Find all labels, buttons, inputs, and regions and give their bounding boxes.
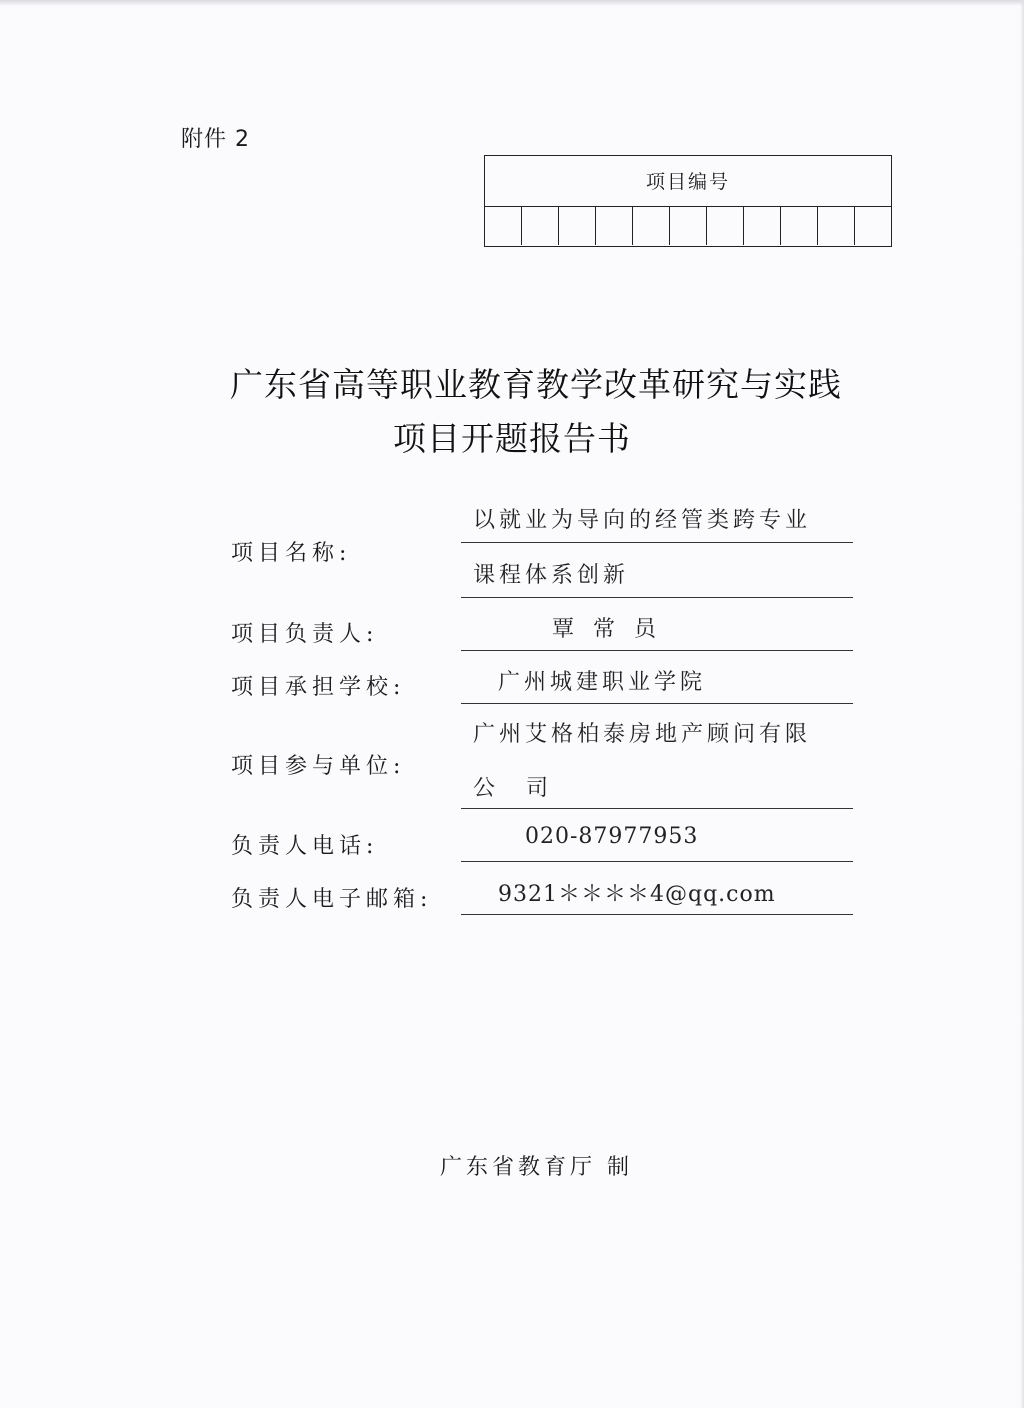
project-code-cell[interactable] <box>855 207 891 245</box>
project-name-label: 项目名称: <box>231 541 352 566</box>
report-title-line1: 广东省高等职业教育教学改革研究与实践 <box>230 365 842 404</box>
phone-label: 负责人电话: <box>231 834 379 859</box>
partner-value-line2: 公 司 <box>473 776 560 801</box>
project-code-cell[interactable] <box>522 207 559 245</box>
leader-rule <box>461 650 853 651</box>
school-label: 项目承担学校: <box>231 675 406 700</box>
project-name-rule-2 <box>461 597 853 598</box>
scan-edge-right <box>1020 0 1024 1408</box>
leader-label: 项目负责人: <box>231 622 379 647</box>
school-value: 广州城建职业学院 <box>498 670 707 695</box>
attachment-label: 附件 2 <box>181 127 250 152</box>
email-label: 负责人电子邮箱: <box>231 887 433 912</box>
project-name-value-line1: 以就业为导向的经管类跨专业 <box>473 508 812 533</box>
scan-edge-top <box>0 0 1024 6</box>
project-code-cell[interactable] <box>485 207 522 245</box>
project-code-cell[interactable] <box>559 207 596 245</box>
project-code-title: 项目编号 <box>485 156 891 207</box>
report-title-line2: 项目开题报告书 <box>393 419 631 458</box>
phone-rule <box>461 861 853 862</box>
project-code-cell[interactable] <box>781 207 818 245</box>
partner-label: 项目参与单位: <box>231 754 406 779</box>
issuer-footer: 广东省教育厅 制 <box>440 1155 633 1180</box>
phone-value: 020-87977953 <box>525 824 699 849</box>
project-code-cell[interactable] <box>596 207 633 245</box>
project-code-cell[interactable] <box>818 207 855 245</box>
project-code-cell[interactable] <box>670 207 707 245</box>
project-code-cells <box>485 207 891 245</box>
partner-rule <box>461 808 853 809</box>
email-rule <box>461 914 853 915</box>
partner-value-line1: 广州艾格柏泰房地产顾问有限 <box>473 722 812 747</box>
project-name-value-line2: 课程体系创新 <box>473 563 630 588</box>
leader-value: 覃 常 员 <box>552 617 662 642</box>
project-code-box <box>484 155 892 247</box>
project-name-rule-1 <box>461 542 853 543</box>
email-value: 9321＊＊＊＊4@qq.com <box>498 882 776 907</box>
project-code-cell[interactable] <box>707 207 744 245</box>
project-code-cell[interactable] <box>633 207 670 245</box>
project-code-cell[interactable] <box>744 207 781 245</box>
school-rule <box>461 703 853 704</box>
